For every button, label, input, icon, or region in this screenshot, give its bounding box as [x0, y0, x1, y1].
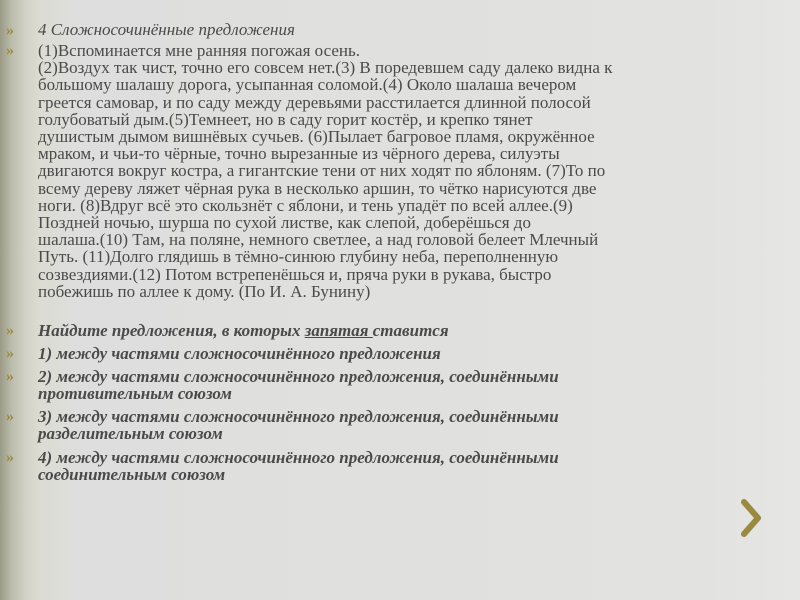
bullet-icon: »	[6, 449, 14, 466]
text-paragraph	[38, 42, 758, 300]
bullet-icon: »	[6, 408, 14, 425]
option-line: 2) между частями сложносочинённого предложения, соединёнными	[38, 367, 559, 386]
text-line: душистым дымом вишнёвых сучьев. (6)Пылает багровое пламя, окружённое	[38, 127, 595, 147]
slide-heading: 4 Сложносочинённые предложения	[38, 20, 295, 39]
task-text-after: ставится	[372, 321, 449, 340]
text-line: (1)Вспоминается мне ранняя погожая осень.	[38, 41, 360, 60]
bullet-icon: »	[6, 42, 14, 59]
option-line: 3) между частями сложносочинённого предложения, соединёнными	[38, 407, 559, 426]
chevron-right-icon[interactable]	[738, 496, 766, 540]
task-text-before: Найдите предложения, в которых	[38, 321, 305, 340]
option-line: противительным союзом	[38, 384, 232, 404]
option-text	[38, 408, 758, 442]
text-line: созвездиями.(12) Потом встрепенёшься и, пряча руки в рукава, быстро	[38, 264, 552, 284]
option-text	[38, 345, 758, 362]
text-line: (2)Воздух так чист, точно его совсем нет.(3) В поредевшем саду далеко видна к	[38, 58, 613, 78]
bullet-icon: »	[6, 368, 14, 385]
option-line: соединительным союзом	[38, 465, 226, 485]
bullet-icon: »	[6, 22, 14, 39]
option-text	[38, 368, 758, 402]
bullet-icon: »	[6, 345, 14, 362]
text-line: двигаются вокруг костра, а гигантские тени от них ходят по яблоням. (7)То по	[38, 161, 606, 181]
text-line: мраком, и чьи-то чёрные, точно вырезанные из чёрного дерева, силуэты	[38, 144, 560, 164]
text-line: шалаша.(10) Там, на поляне, немного светлее, а над головой белеет Млечный	[38, 230, 599, 250]
text-line: побежишь по аллее к дому. (По И. А. Бунину)	[38, 281, 371, 301]
text-line: всему дереву ляжет чёрная рука в несколько аршин, то чётко нарисуются две	[38, 178, 597, 198]
option-line: разделительным союзом	[38, 424, 223, 444]
bullet-icon: »	[6, 322, 14, 339]
task-question	[38, 322, 758, 339]
option-text	[38, 449, 758, 483]
text-line: греется самовар, и по саду между деревьями расстилается длинной полосой	[38, 92, 591, 112]
text-line: голубоватый дым.(5)Темнеет, но в саду горит костёр, и крепко тянет	[38, 109, 533, 129]
option-line: 4) между частями сложносочинённого предложения, соединёнными	[38, 448, 559, 467]
text-line: большому шалашу дорога, усыпанная соломой.(4) Около шалаша вечером	[38, 75, 577, 95]
text-line: Путь. (11)Долго глядишь в тёмно-синюю глубину неба, переполненную	[38, 247, 559, 267]
option-line: 1) между частями сложносочинённого предложения	[38, 344, 441, 363]
task-underlined-word: запятая	[304, 321, 373, 340]
text-line: Поздней ночью, шурша по сухой листве, как слепой, доберёшься до	[38, 213, 531, 233]
text-line: ноги. (8)Вдруг всё это скользнёт с яблони, и тень упадёт по всей аллее.(9)	[38, 195, 573, 215]
chevron-right-shape	[738, 496, 766, 540]
